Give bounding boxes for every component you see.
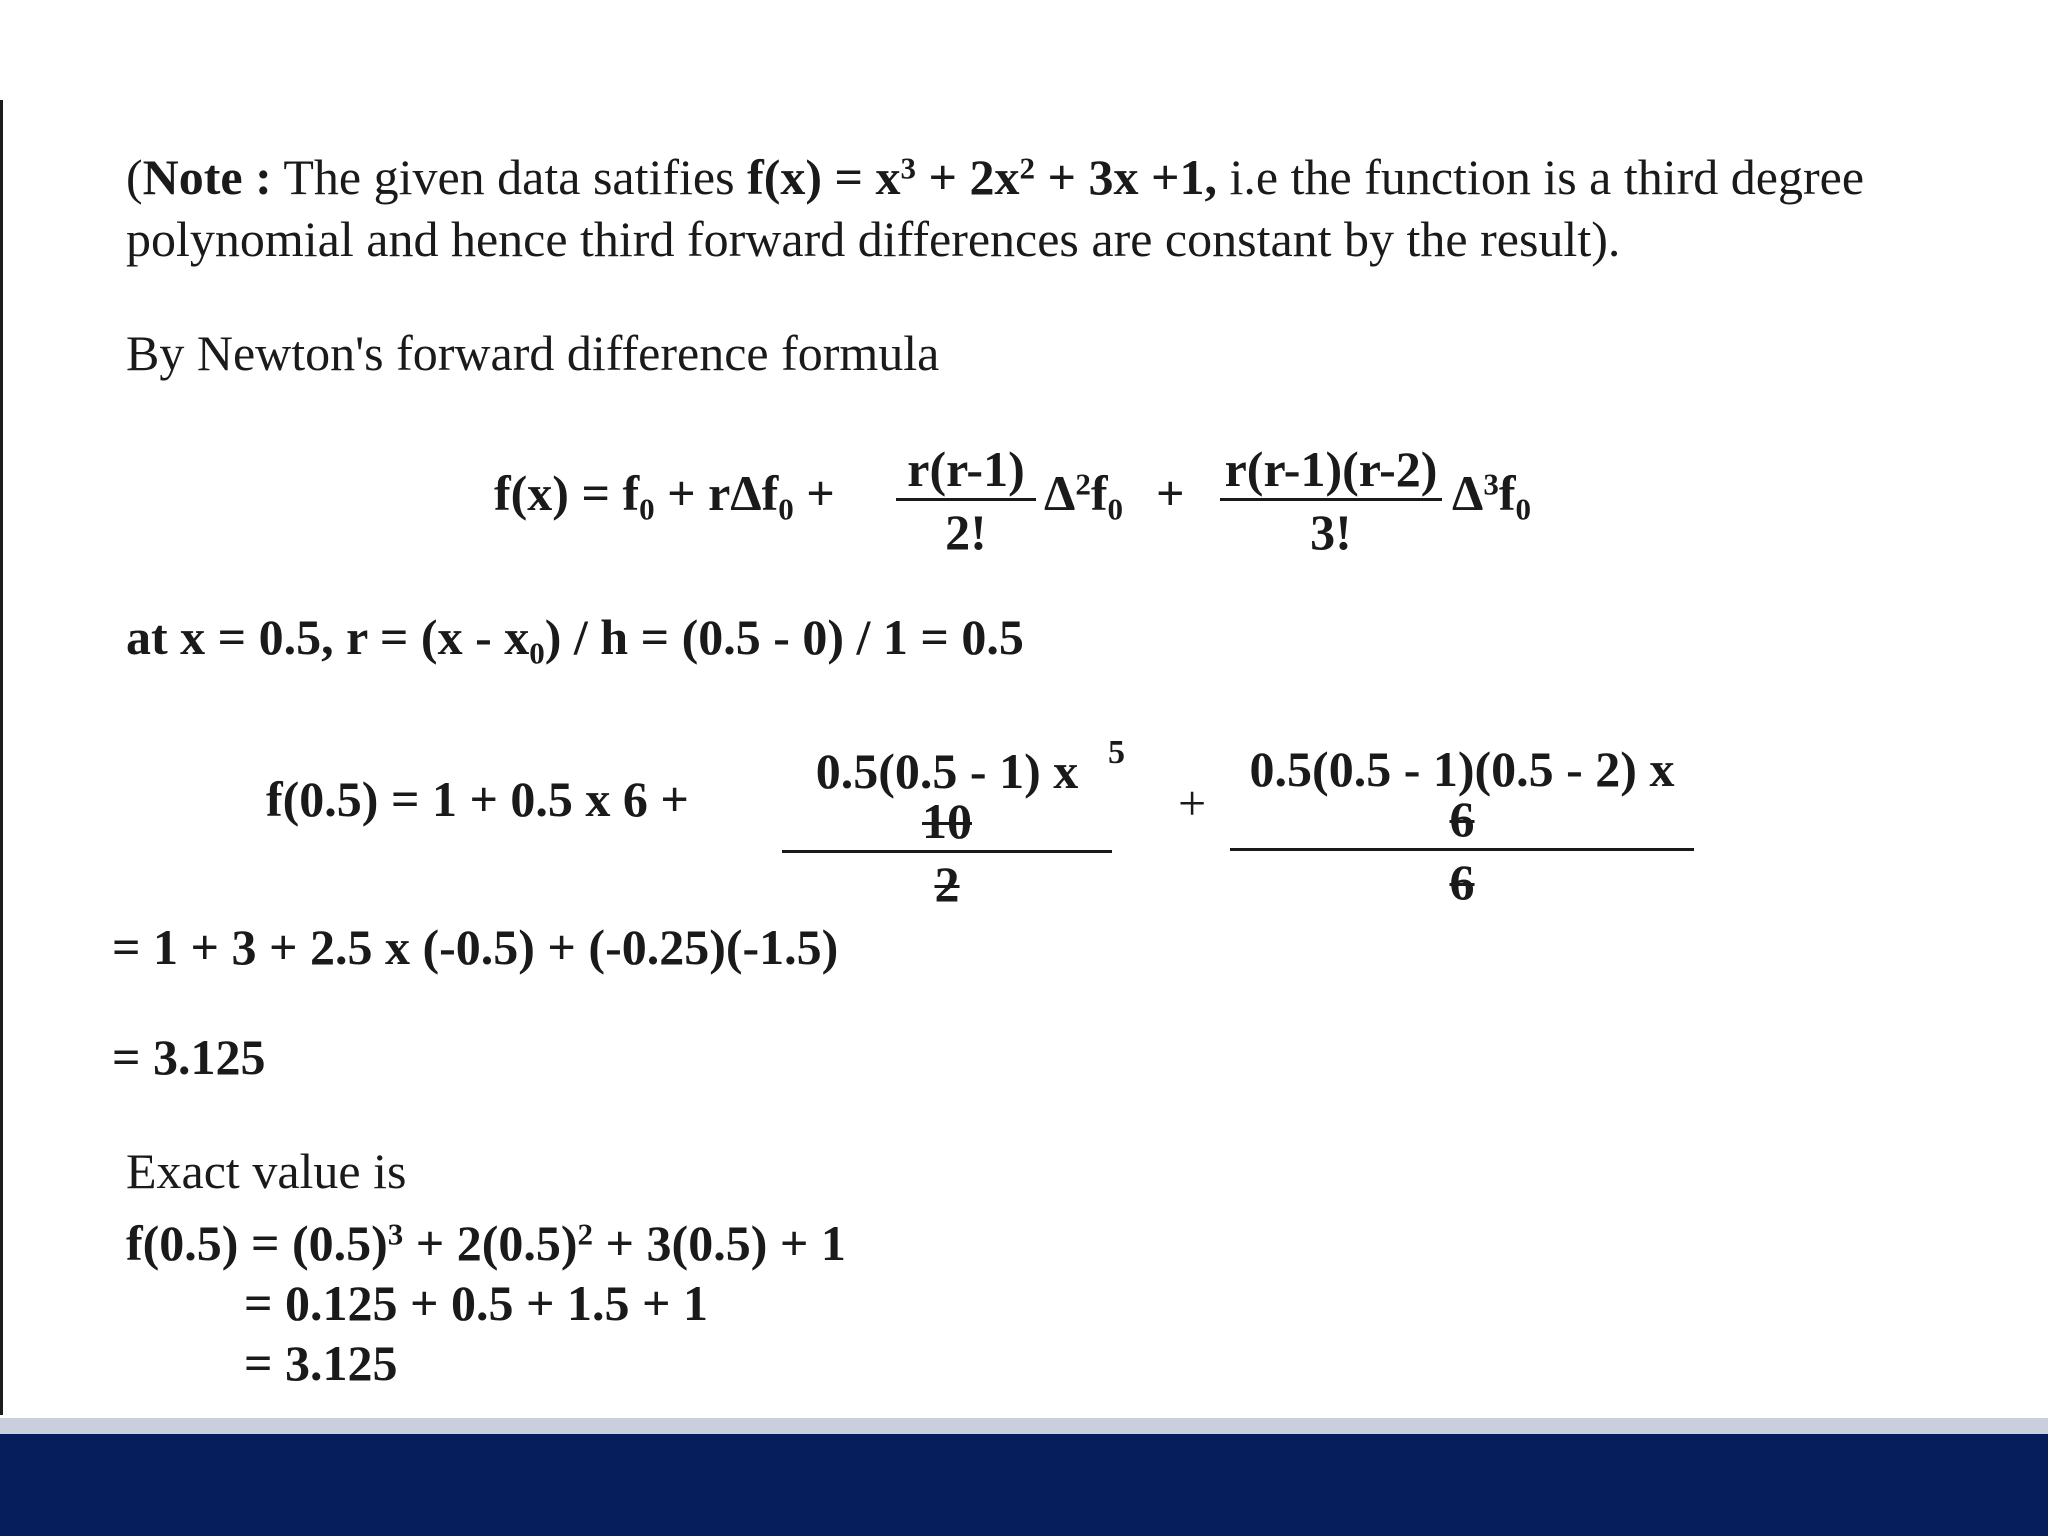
substitution-fraction-1-sup: 5 [1108,734,1125,771]
note-function: $f(x) = x^3 + 2x^2 + 3x +1$, [747,149,1218,205]
note-line-2: polynomial and hence third forward differences are constant by the result). [126,211,1621,267]
note-label: Note : [142,149,272,205]
substitution-fraction-1: $\frac{0.5(0.5 - 1) x 10}{2}$ [782,746,1112,909]
formula-fraction-1: $\frac{r(r-1)}{2!}$ [896,444,1036,557]
formula-plus: + [1156,465,1185,521]
formula-delta3-term: $\Delta^3f_0$ [1452,465,1532,527]
step-2: = 3.125 [112,1029,266,1085]
formula-lhs: $f(x) = f_0 + r\Delta f_0$ + [494,465,835,527]
intro-text: By Newton's forward difference formula [126,325,940,381]
substitution-fraction-2: $\frac{0.5(0.5 - 1)(0.5 - 2) x 6}{6}$ [1230,744,1694,907]
formula-fraction-2: $\frac{r(r-1)(r-2)}{3!}$ [1220,444,1442,557]
substitution-lhs: f(0.5) = 1 + 0.5 x 6 + [266,771,689,827]
exact-line-2: = 0.125 + 0.5 + 1.5 + 1 [244,1275,708,1331]
formula-delta2-term: $\Delta^2f_0$ [1044,465,1124,527]
left-border-line [0,100,3,1415]
step-1: = 1 + 3 + 2.5 x (-0.5) + (-0.25)(-1.5) [112,919,839,975]
substitution-plus: + [1178,775,1207,831]
footer-bar [0,1434,2048,1536]
note-line-1: (Note : The given data satifies $f(x) = x^3 + 2x^2 + 3x +1$, i.e the function is a third degree [126,149,1865,205]
exact-label: Exact value is [126,1143,407,1199]
at-x-line: at x = 0.5, $r = (x - x_0) / h = (0.5 - 0) / 1 = 0.5$ [126,609,1024,671]
exact-line-1: $f(0.5) = (0.5)^3 + 2(0.5)^2 + 3(0.5) + 1$ [126,1215,846,1271]
exact-line-3: = 3.125 [244,1335,398,1391]
footer-divider [0,1418,2048,1434]
